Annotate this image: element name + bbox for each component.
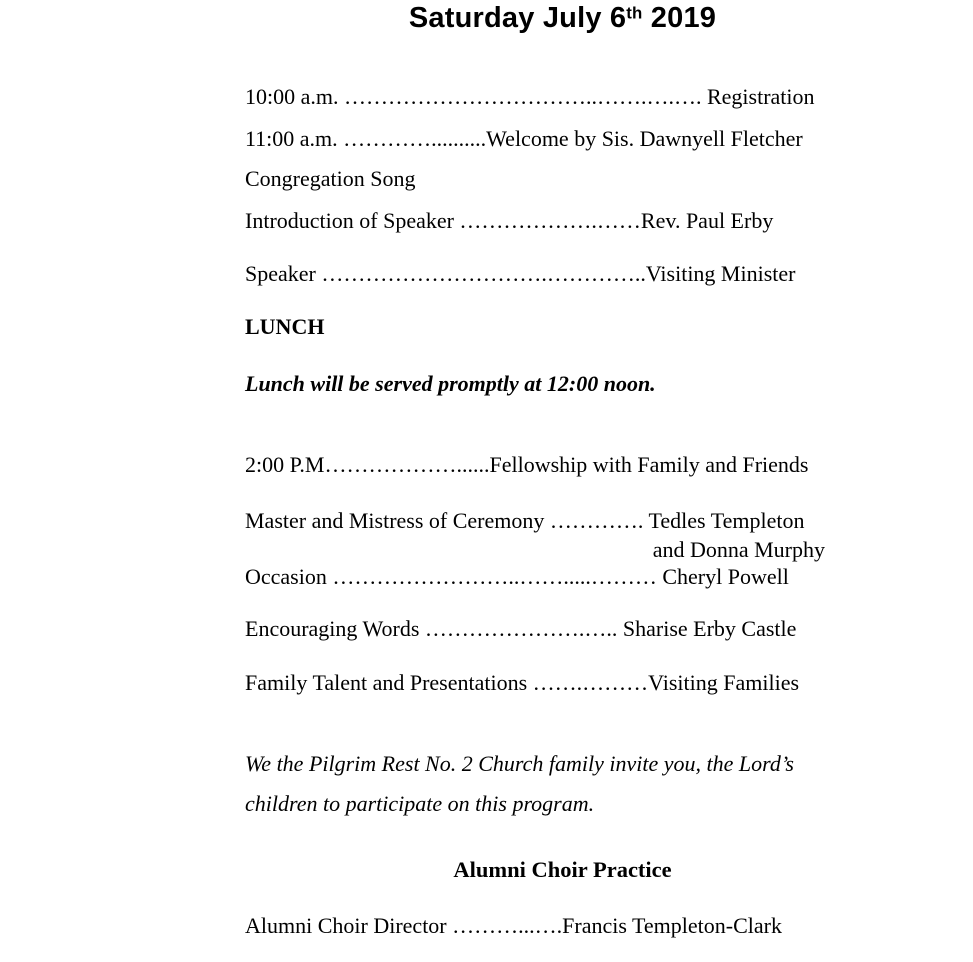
schedule-line-master-mistress-of-ceremony [245, 506, 825, 564]
title-ordinal-suffix: th [626, 3, 643, 23]
schedule-line-speaker: Speaker ………………………….…………..Visiting Minister [245, 261, 796, 286]
title-year: 2019 [642, 2, 717, 34]
lunch-heading: LUNCH [245, 314, 325, 339]
schedule-line-choir-director: Alumni Choir Director ………...….Francis Templeton-Clark [245, 913, 782, 938]
schedule-line-welcome: 11:00 a.m. …………..........Welcome by Sis. Dawnyell Fletcher [245, 126, 803, 151]
schedule-line-occasion: Occasion ……………………..…….....……… Cheryl Powell [245, 564, 789, 589]
lunch-note: Lunch will be served promptly at 12:00 noon. [245, 371, 656, 396]
title-date-text: Saturday July 6 [408, 2, 627, 34]
schedule-line-encouraging-words: Encouraging Words ………………….….. Sharise Erby Castle [245, 616, 797, 641]
document-title [245, 1, 880, 35]
mc-line-main: Master and Mistress of Ceremony …………. Tedles Templeton [245, 508, 805, 533]
schedule-line-introduction-of-speaker: Introduction of Speaker ……………….……Rev. Paul Erby [245, 208, 774, 233]
mc-line-continuation: and Donna Murphy [652, 537, 825, 562]
schedule-line-family-talent: Family Talent and Presentations …….………Visiting Families [245, 670, 800, 695]
invitation-note: We the Pilgrim Rest No. 2 Church family invite you, the Lord’s children to participate on this program. [245, 751, 794, 816]
choir-practice-heading: Alumni Choir Practice [453, 857, 672, 882]
schedule-line-registration: 10:00 a.m. ……………………………..…….….…. Registration [245, 84, 815, 109]
schedule-line-fellowship: 2:00 P.M………………......Fellowship with Family and Friends [245, 452, 809, 477]
schedule-line-congregation-song: Congregation Song [245, 166, 416, 191]
